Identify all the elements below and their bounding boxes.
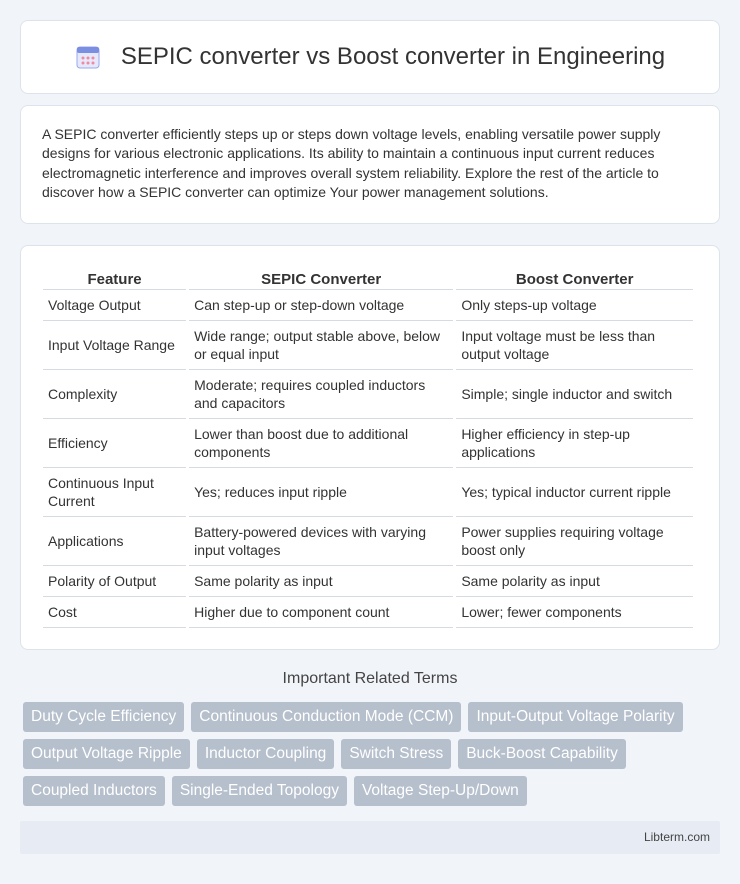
table-cell: Only steps-up voltage bbox=[456, 290, 693, 321]
table-row bbox=[43, 290, 693, 321]
related-terms bbox=[23, 702, 723, 813]
table-row bbox=[43, 597, 693, 628]
document-icon bbox=[75, 44, 101, 70]
table-cell: Yes; reduces input ripple bbox=[189, 468, 453, 517]
term-tag[interactable]: Continuous Conduction Mode (CCM) bbox=[191, 702, 461, 732]
table-cell: Complexity bbox=[43, 370, 186, 419]
table-row bbox=[43, 566, 693, 597]
table-cell: Higher efficiency in step-up applications bbox=[456, 419, 693, 468]
table-cell: Wide range; output stable above, below or equal input bbox=[189, 321, 453, 370]
table-cell: Can step-up or step-down voltage bbox=[189, 290, 453, 321]
table-cell: Power supplies requiring voltage boost only bbox=[456, 517, 693, 566]
table-cell: Cost bbox=[43, 597, 186, 628]
table-cell: Efficiency bbox=[43, 419, 186, 468]
term-tag[interactable]: Single-Ended Topology bbox=[172, 776, 347, 806]
term-tag[interactable]: Duty Cycle Efficiency bbox=[23, 702, 184, 732]
intro-text: A SEPIC converter efficiently steps up or steps down voltage levels, enabling versatile power supply designs for various electronic applications. Its ability to maintain a continuous input current reduces electromagnetic interference and improves overall system reliability. Explore the rest of the article to discover how a SEPIC converter can optimize Your power management solutions. bbox=[42, 126, 661, 201]
table-cell: Voltage Output bbox=[43, 290, 186, 321]
table-cell: Same polarity as input bbox=[189, 566, 453, 597]
table-header-feature: Feature bbox=[43, 264, 186, 290]
table-header-boost: Boost Converter bbox=[456, 264, 693, 290]
table-cell: Simple; single inductor and switch bbox=[456, 370, 693, 419]
term-tag[interactable]: Coupled Inductors bbox=[23, 776, 165, 806]
term-tag[interactable]: Inductor Coupling bbox=[197, 739, 335, 769]
term-tag[interactable]: Input-Output Voltage Polarity bbox=[468, 702, 682, 732]
table-cell: Lower than boost due to additional components bbox=[189, 419, 453, 468]
term-tag[interactable]: Buck-Boost Capability bbox=[458, 739, 626, 769]
table-cell: Continuous Input Current bbox=[43, 468, 186, 517]
term-tag[interactable]: Switch Stress bbox=[341, 739, 451, 769]
table-cell: Input voltage must be less than output voltage bbox=[456, 321, 693, 370]
footer bbox=[20, 821, 720, 854]
comparison-table bbox=[40, 264, 696, 628]
term-tag[interactable]: Output Voltage Ripple bbox=[23, 739, 190, 769]
table-row bbox=[43, 419, 693, 468]
intro-card bbox=[20, 105, 720, 224]
table-row bbox=[43, 517, 693, 566]
table-cell: Same polarity as input bbox=[456, 566, 693, 597]
table-header-row bbox=[43, 264, 693, 290]
footer-site[interactable]: Libterm.com bbox=[643, 830, 710, 844]
table-header-sepic: SEPIC Converter bbox=[189, 264, 453, 290]
table-cell: Moderate; requires coupled inductors and capacitors bbox=[189, 370, 453, 419]
table-cell: Input Voltage Range bbox=[43, 321, 186, 370]
title-card bbox=[20, 20, 720, 94]
comparison-table-card bbox=[20, 245, 720, 650]
page-title: SEPIC converter vs Boost converter in Engineering bbox=[120, 43, 666, 70]
table-row bbox=[43, 321, 693, 370]
term-tag[interactable]: Voltage Step-Up/Down bbox=[354, 776, 527, 806]
table-cell: Polarity of Output bbox=[43, 566, 186, 597]
table-cell: Battery-powered devices with varying input voltages bbox=[189, 517, 453, 566]
table-cell: Higher due to component count bbox=[189, 597, 453, 628]
table-row bbox=[43, 468, 693, 517]
table-cell: Lower; fewer components bbox=[456, 597, 693, 628]
table-row bbox=[43, 370, 693, 419]
table-cell: Yes; typical inductor current ripple bbox=[456, 468, 693, 517]
related-terms-heading: Important Related Terms bbox=[282, 670, 458, 687]
table-cell: Applications bbox=[43, 517, 186, 566]
